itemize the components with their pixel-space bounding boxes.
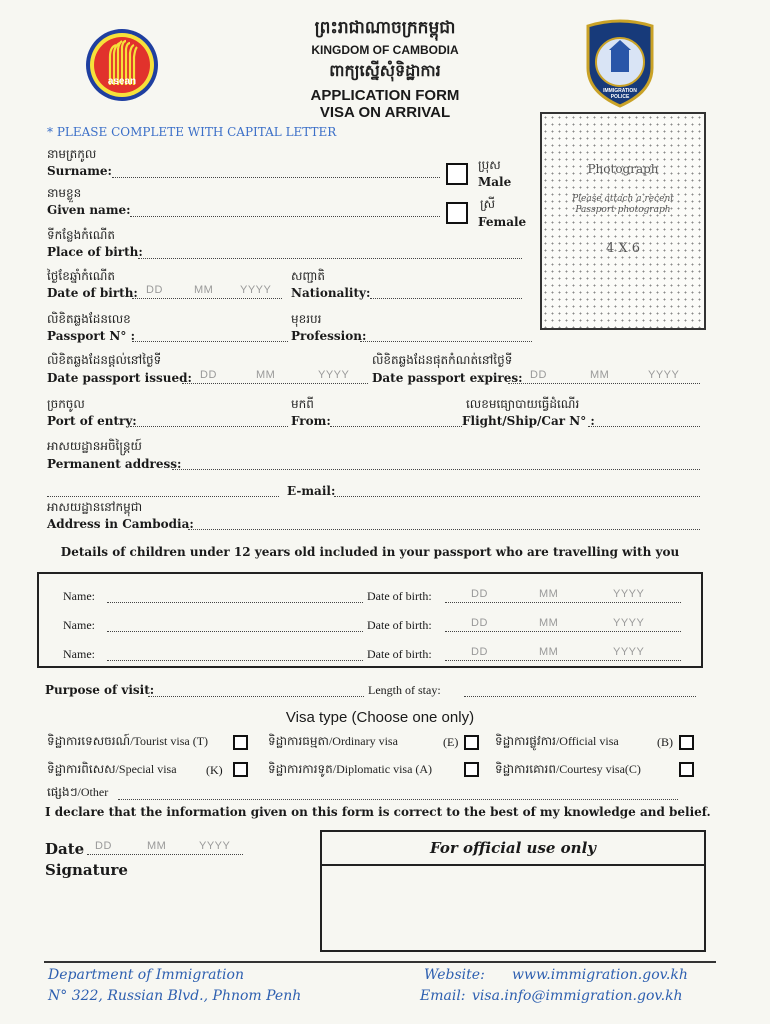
female-checkbox[interactable]: [446, 202, 468, 224]
port-of-entry-khmer: ច្រកចូល: [47, 397, 85, 411]
child-2-name-label: Name:: [63, 618, 95, 632]
place-of-birth-khmer: ទីកន្លែងកំណើត: [47, 228, 115, 242]
permanent-address-input[interactable]: [172, 457, 700, 470]
date-expires-khmer: លិខិតឆ្លងដែនផុតកំណត់នៅថ្ងៃទី: [372, 353, 513, 367]
footer-email-label: Email:: [420, 988, 466, 1004]
official-use-label: For official use only: [430, 839, 596, 857]
passport-no-input[interactable]: [132, 329, 288, 342]
date-of-birth-input[interactable]: [132, 286, 282, 299]
expires-dd-hint: DD: [530, 369, 547, 381]
child-3-dd-hint: DD: [471, 646, 488, 658]
expires-mm-hint: MM: [590, 369, 610, 381]
surname-input[interactable]: [112, 165, 440, 178]
visa-type-title: Visa type (Choose one only): [285, 709, 475, 726]
footer-address: N° 322, Russian Blvd., Phnom Penh: [48, 988, 302, 1004]
length-of-stay-label: Length of stay:: [368, 683, 441, 697]
surname-khmer: នាមត្រកូល: [47, 147, 97, 161]
given-name-label: Given name:: [47, 203, 131, 217]
special-visa-label: ទិដ្ឋាការពិសេស/Special visa: [47, 762, 177, 776]
child-3-name-label: Name:: [63, 647, 95, 661]
dob-mm-hint: MM: [194, 284, 214, 296]
child-1-name-input[interactable]: [107, 590, 363, 603]
date-input[interactable]: [87, 842, 243, 855]
child-1-name-label: Name:: [63, 589, 95, 603]
child-1-dob-input[interactable]: [445, 590, 681, 603]
port-of-entry-label: Port of entry:: [47, 414, 137, 428]
child-1-mm-hint: MM: [539, 588, 559, 600]
email-input[interactable]: [334, 484, 700, 497]
child-3-dob-input[interactable]: [445, 648, 681, 661]
child-2-name-input[interactable]: [107, 619, 363, 632]
permanent-address-khmer: អាសយដ្ឋានអចិន្ត្រៃយ៍: [47, 439, 142, 453]
port-of-entry-input[interactable]: [130, 414, 288, 427]
declaration-text: I declare that the information given on this form is correct to the best of my knowledge and belief.: [45, 805, 711, 819]
child-2-yyyy-hint: YYYY: [613, 617, 645, 629]
date-expires-label: Date passport expires:: [372, 371, 523, 385]
nationality-khmer: សញ្ជាតិ: [291, 269, 326, 283]
issued-dd-hint: DD: [200, 369, 217, 381]
asean-logo: [84, 27, 160, 103]
official-visa-label: ទិដ្ឋាការផ្លូវការ/Official visa: [495, 734, 619, 748]
child-1-dd-hint: DD: [471, 588, 488, 600]
ordinary-visa-code: (E): [443, 735, 459, 749]
footer-website-label: Website:: [424, 967, 485, 983]
child-3-yyyy-hint: YYYY: [613, 646, 645, 658]
flight-label: Flight/Ship/Car N° :: [462, 414, 595, 428]
female-khmer: ស្រី: [480, 197, 495, 211]
given-name-khmer: នាមខ្លួន: [47, 186, 82, 200]
child-3-name-input[interactable]: [107, 648, 363, 661]
tourist-visa-label: ទិដ្ឋាការទេសចរណ៍/Tourist visa (T): [47, 734, 209, 748]
child-2-mm-hint: MM: [539, 617, 559, 629]
children-title: Details of children under 12 years old included in your passport who are travelling with you: [60, 545, 680, 559]
date-of-birth-khmer: ថ្ងៃខែឆ្នាំកំណើត: [47, 269, 115, 283]
given-name-input[interactable]: [130, 204, 440, 217]
capital-letter-notice: * PLEASE COMPLETE WITH CAPITAL LETTER: [47, 125, 337, 139]
photo-label: Photograph: [587, 162, 659, 176]
profession-khmer: មុខរបរ: [291, 312, 322, 326]
expires-yyyy-hint: YYYY: [648, 369, 680, 381]
ordinary-visa-checkbox[interactable]: [464, 735, 479, 750]
footer-website[interactable]: www.immigration.gov.kh: [512, 967, 688, 983]
special-visa-checkbox[interactable]: [233, 762, 248, 777]
special-visa-code: (K): [206, 763, 223, 777]
diplomatic-visa-checkbox[interactable]: [464, 762, 479, 777]
asean-logo-text: asean: [107, 76, 137, 87]
tourist-visa-checkbox[interactable]: [233, 735, 248, 750]
date-label: Date: [45, 840, 85, 858]
child-1-yyyy-hint: YYYY: [613, 588, 645, 600]
nationality-label: Nationality:: [291, 286, 371, 300]
kingdom-title: KINGDOM OF CAMBODIA: [311, 43, 459, 57]
ordinary-visa-label: ទិដ្ឋាការធម្មតា/Ordinary visa: [268, 734, 398, 748]
police-logo-text: IMMIGRATION POLICE: [603, 88, 637, 100]
male-checkbox[interactable]: [446, 163, 468, 185]
date-issued-label: Date passport issued:: [47, 371, 192, 385]
other-visa-label: ផ្សេងៗ/Other: [47, 785, 109, 799]
profession-label: Profession:: [291, 329, 367, 343]
official-visa-checkbox[interactable]: [679, 735, 694, 750]
official-visa-code: (B): [657, 735, 673, 749]
male-khmer: ប្រុស: [478, 158, 501, 172]
date-expires-input[interactable]: [508, 371, 700, 384]
purpose-label: Purpose of visit:: [45, 683, 155, 697]
date-issued-khmer: លិខិតឆ្លងដែនផ្តល់នៅថ្ងៃទី: [47, 353, 162, 367]
child-1-dob-label: Date of birth:: [367, 589, 432, 603]
sign-mm-hint: MM: [147, 840, 167, 852]
footer-dept: Department of Immigration: [48, 967, 244, 983]
female-label: Female: [478, 215, 527, 229]
official-use-divider: [322, 864, 704, 866]
other-visa-input[interactable]: [118, 787, 678, 800]
footer-divider: [44, 961, 716, 963]
issued-yyyy-hint: YYYY: [318, 369, 350, 381]
immigration-police-logo: [582, 18, 658, 108]
nationality-input[interactable]: [370, 286, 522, 299]
form-title: APPLICATION FORM: [310, 87, 460, 104]
sign-dd-hint: DD: [95, 840, 112, 852]
profession-input[interactable]: [360, 329, 532, 342]
male-label: Male: [478, 175, 512, 189]
kingdom-khmer: ព្រះរាជាណាចក្រកម្ពុជា: [314, 18, 456, 37]
application-khmer: ពាក្យស្នើសុំទិដ្ឋាការ: [329, 63, 441, 80]
permanent-address-label: Permanent address:: [47, 457, 182, 471]
from-khmer: មកពី: [291, 397, 314, 411]
purpose-input[interactable]: [148, 684, 364, 697]
address-cambodia-label: Address in Cambodia:: [47, 517, 194, 531]
official-use-box: [320, 830, 706, 952]
child-2-dob-input[interactable]: [445, 619, 681, 632]
footer-email[interactable]: visa.info@immigration.gov.kh: [472, 988, 683, 1004]
place-of-birth-input[interactable]: [138, 246, 522, 259]
photo-size: 4 X 6: [605, 241, 641, 256]
children-box: [37, 572, 703, 668]
from-input[interactable]: [330, 414, 462, 427]
courtesy-visa-label: ទិដ្ឋាការគោរព/Courtesy visa(C): [495, 762, 641, 776]
from-label: From:: [291, 414, 331, 428]
place-of-birth-label: Place of birth:: [47, 245, 143, 259]
sign-yyyy-hint: YYYY: [199, 840, 231, 852]
passport-no-khmer: លិខិតឆ្លងដែនលេខ: [47, 312, 131, 326]
child-3-mm-hint: MM: [539, 646, 559, 658]
flight-khmer: លេខមធ្យោបាយធ្វើដំណើរ: [466, 397, 580, 411]
surname-label: Surname:: [47, 164, 112, 178]
dob-yyyy-hint: YYYY: [240, 284, 272, 296]
address-cambodia-khmer: អាសយដ្ឋាននៅកម្ពុជា: [47, 500, 143, 514]
issued-mm-hint: MM: [256, 369, 276, 381]
flight-input[interactable]: [588, 414, 700, 427]
dob-dd-hint: DD: [146, 284, 163, 296]
photo-box[interactable]: [540, 112, 706, 330]
child-2-dd-hint: DD: [471, 617, 488, 629]
date-of-birth-label: Date of birth:: [47, 286, 138, 300]
form-subtitle: VISA ON ARRIVAL: [319, 104, 451, 121]
child-2-dob-label: Date of birth:: [367, 618, 432, 632]
photo-hint: Please attach a recent Passport photograph: [572, 194, 674, 215]
child-3-dob-label: Date of birth:: [367, 647, 432, 661]
length-of-stay-input[interactable]: [464, 684, 696, 697]
date-issued-input[interactable]: [182, 371, 368, 384]
email-label: E-mail:: [287, 484, 336, 498]
passport-no-label: Passport N° :: [47, 329, 136, 343]
signature-label: Signature: [45, 861, 128, 879]
courtesy-visa-checkbox[interactable]: [679, 762, 694, 777]
permanent-address-line2[interactable]: [47, 484, 279, 497]
address-cambodia-input[interactable]: [188, 517, 700, 530]
diplomatic-visa-label: ទិដ្ឋាការការទូត/Diplomatic visa (A): [268, 762, 433, 776]
